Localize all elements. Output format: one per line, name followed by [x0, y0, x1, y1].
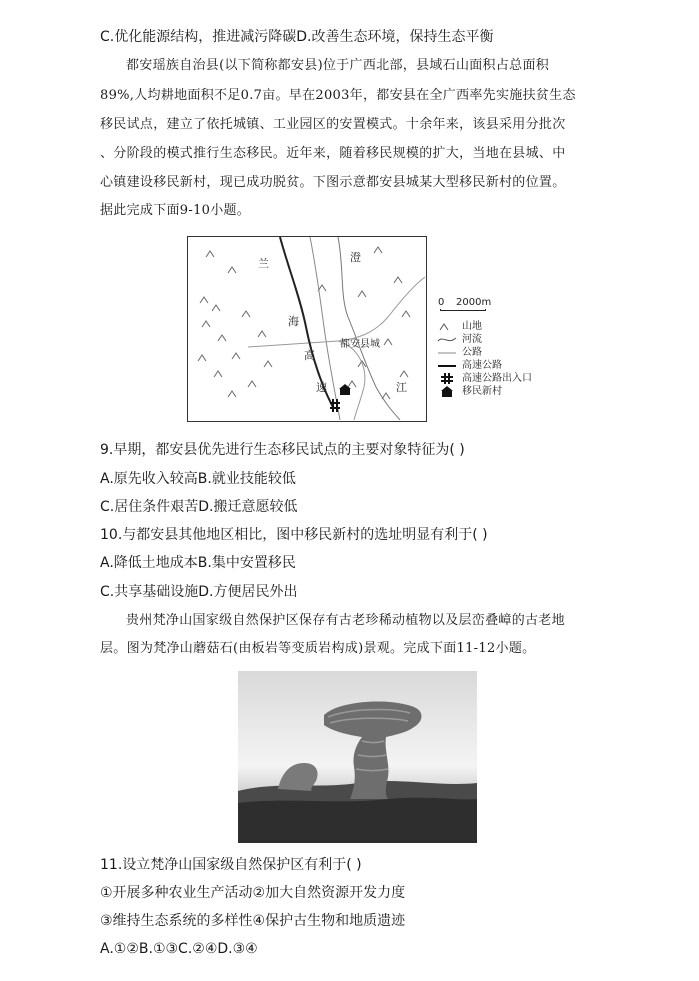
q10-stem: 10.与都安县其他地区相比，图中移民新村的选址明显有利于( )	[100, 527, 488, 543]
map-label-su: 速	[316, 381, 327, 394]
scale-bar	[436, 296, 556, 312]
road	[248, 277, 425, 347]
q9-stem: 9.早期，都安县优先进行生态移民试点的主要对象特征为( )	[100, 442, 465, 458]
passage1-line: 、分阶段的模式推行生态移民。近年来，随着移民规模的扩大，当地在县城、中	[100, 146, 566, 161]
passage1-line: 89%,人均耕地面积不足0.7亩。早在2003年，都安县在全广西率先实施扶贫生态	[100, 88, 576, 103]
scale-distance: 2000m	[456, 297, 492, 308]
q10-options-ab: A.降低土地成本B.集中安置移民	[100, 555, 296, 571]
mushroom-rock-photo	[238, 671, 477, 843]
passage1-line: 都安瑶族自治县(以下简称都安县)位于广西北部，县域石山面积占总面积	[126, 58, 550, 73]
q11-stem: 11.设立梵净山国家级自然保护区有利于( )	[100, 857, 362, 873]
map-label-county: 都安县城	[340, 339, 380, 350]
expressway-exit-icon	[436, 372, 458, 385]
q11-statements-12: ①开展多种农业生产活动②加大自然资源开发力度	[100, 885, 406, 901]
legend-item-mountain: 山地	[436, 320, 556, 333]
river-icon	[436, 333, 458, 346]
q9-options-ab: A.原先收入较高B.就业技能较低	[100, 471, 296, 487]
expressway-icon	[436, 359, 458, 372]
q8-options-cd: C.优化能源结构，推进减污降碳D.改善生态环境，保持生态平衡	[100, 29, 494, 45]
legend-item-expressway: 高速公路	[436, 359, 556, 372]
legend-item-expressway-exit: 高速公路出入口	[436, 372, 556, 385]
legend-item-road: 公路	[436, 346, 556, 359]
passage1-line: 心镇建设移民新村，现已成功脱贫。下图示意都安县城某大型移民新村的位置。	[100, 175, 566, 190]
road-icon	[436, 346, 458, 359]
passage2-line: 贵州梵净山国家级自然保护区保存有古老珍稀动植物以及层峦叠嶂的古老地	[126, 613, 565, 628]
passage1-line: 据此完成下面9-10小题。	[100, 203, 251, 218]
map-label-jiang: 江	[396, 381, 407, 394]
map-label-hai: 海	[288, 315, 299, 328]
resettlement-village-map	[187, 236, 427, 422]
resettlement-village-icon	[436, 385, 458, 398]
mushroom-rock-image	[238, 671, 477, 843]
scale-line	[440, 309, 486, 311]
road	[338, 341, 365, 420]
q9-options-cd: C.居住条件艰苦D.搬迁意愿较低	[100, 499, 298, 515]
legend-item-river: 河流	[436, 333, 556, 346]
q10-options-cd: C.共享基础设施D.方便居民外出	[100, 584, 298, 600]
passage2-line: 层。图为梵净山蘑菇石(由板岩等变质岩构成)景观。完成下面11-12小题。	[100, 641, 536, 656]
mountain-icon	[436, 320, 458, 333]
map-label-cheng: 澄	[350, 251, 361, 264]
legend-item-resettlement-village: 移民新村	[436, 385, 556, 398]
scale-zero: 0	[438, 297, 445, 308]
mountains	[198, 247, 410, 399]
q11-statements-34: ③维持生态系统的多样性④保护古生物和地质遗迹	[100, 913, 406, 929]
map-drawing	[188, 237, 425, 420]
q11-options: A.①②B.①③C.②④D.③④	[100, 941, 258, 957]
map-label-gao: 高	[304, 349, 315, 362]
map-label-lan: 兰	[258, 257, 269, 270]
map-legend	[436, 296, 556, 398]
passage1-line: 移民试点，建立了依托城镇、工业园区的安置模式。十余年来，该县采用分批次	[100, 117, 566, 132]
